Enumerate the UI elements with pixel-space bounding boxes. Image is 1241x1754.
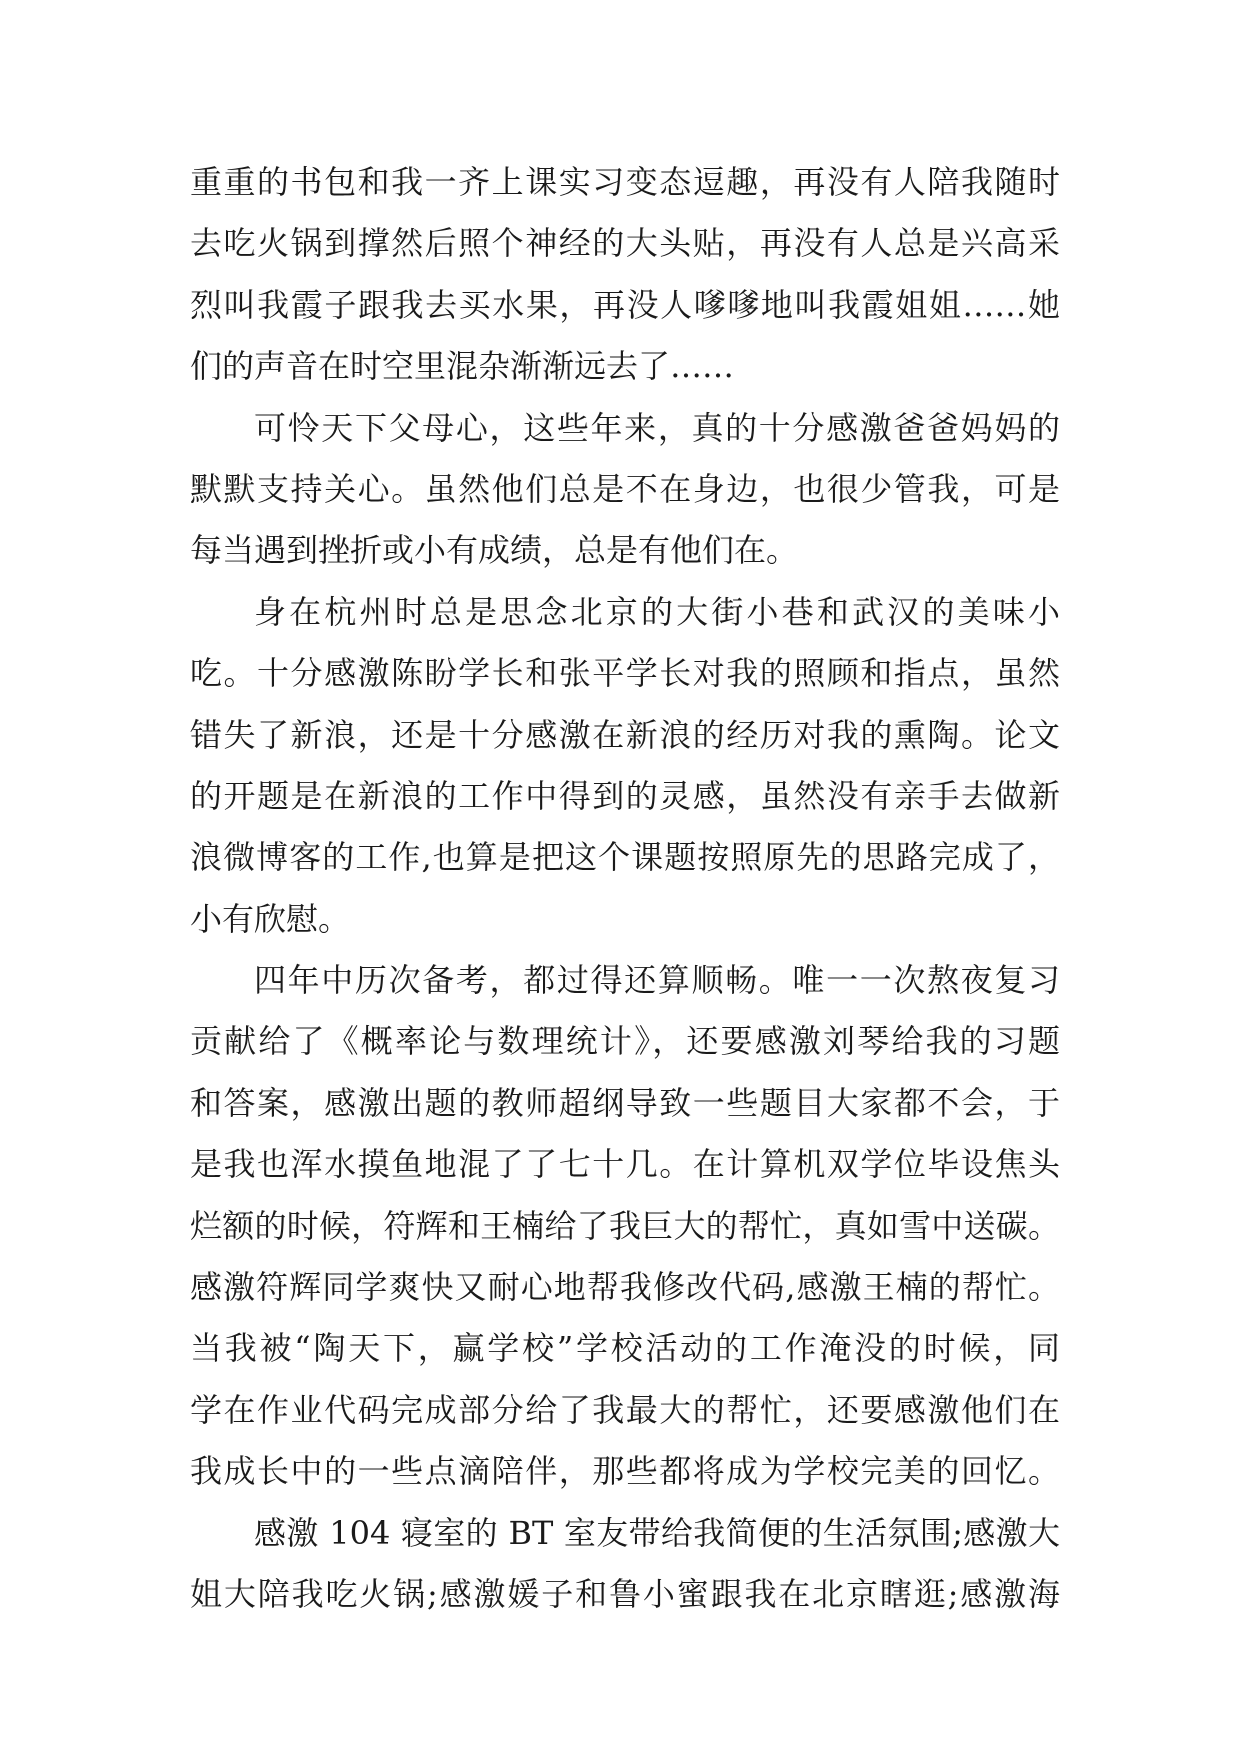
text-line: 四年中历次备考，都过得还算顺畅。唯一一次熬夜复习 <box>254 961 1060 1000</box>
text-line: 每当遇到挫折或小有成绩，总是有他们在。 <box>190 531 799 570</box>
text-line: 浪微博客的工作,也算是把这个课题按照原先的思路完成了， <box>190 838 1060 877</box>
text-line: 学在作业代码完成部分给了我最大的帮忙，还要感激他们在 <box>190 1390 1060 1429</box>
text-line: 烂额的时候，符辉和王楠给了我巨大的帮忙，真如雪中送碳。 <box>190 1206 1060 1245</box>
text-line: 姐大陪我吃火锅;感激媛子和鲁小蜜跟我在北京瞎逛;感激海 <box>190 1574 1060 1613</box>
text-line: 是我也浑水摸鱼地混了了七十几。在计算机双学位毕设焦头 <box>190 1145 1060 1184</box>
text-line: 烈叫我霞子跟我去买水果，再没人嗲嗲地叫我霞姐姐……她 <box>190 285 1060 324</box>
text-line: 感激符辉同学爽快又耐心地帮我修改代码,感激王楠的帮忙。 <box>190 1268 1060 1307</box>
text-line: 重重的书包和我一齐上课实习变态逗趣，再没有人陪我随时 <box>190 163 1060 201</box>
text-line: 我成长中的一些点滴陪伴，那些都将成为学校完美的回忆。 <box>190 1452 1060 1491</box>
text-line: 们的声音在时空里混杂渐渐远去了…… <box>190 347 735 386</box>
text-line: 错失了新浪，还是十分感激在新浪的经历对我的熏陶。论文 <box>190 715 1060 754</box>
text-line: 默默支持关心。虽然他们总是不在身边，也很少管我，可是 <box>190 469 1060 508</box>
text-line: 去吃火锅到撑然后照个神经的大头贴，再没有人总是兴高采 <box>190 224 1060 263</box>
text-line: 可怜天下父母心，这些年来，真的十分感激爸爸妈妈的 <box>254 408 1060 447</box>
text-line: 当我被“陶天下，赢学校”学校活动的工作淹没的时候，同 <box>190 1329 1060 1368</box>
text-line: 和答案，感激出题的教师超纲导致一些题目大家都不会，于 <box>190 1083 1060 1122</box>
text-line: 贡献给了《概率论与数理统计》，还要感激刘琴给我的习题 <box>190 1022 1060 1061</box>
text-line: 感激 104 寝室的 BT 室友带给我简便的生活氛围;感激大 <box>254 1513 1060 1552</box>
text-line: 吃。十分感激陈盼学长和张平学长对我的照顾和指点，虽然 <box>190 654 1060 693</box>
text-line: 的开题是在新浪的工作中得到的灵感，虽然没有亲手去做新 <box>190 776 1060 815</box>
text-line: 小有欣慰。 <box>190 899 351 938</box>
body-text <box>190 152 1060 1625</box>
text-line: 身在杭州时总是思念北京的大街小巷和武汉的美味小 <box>254 592 1060 631</box>
